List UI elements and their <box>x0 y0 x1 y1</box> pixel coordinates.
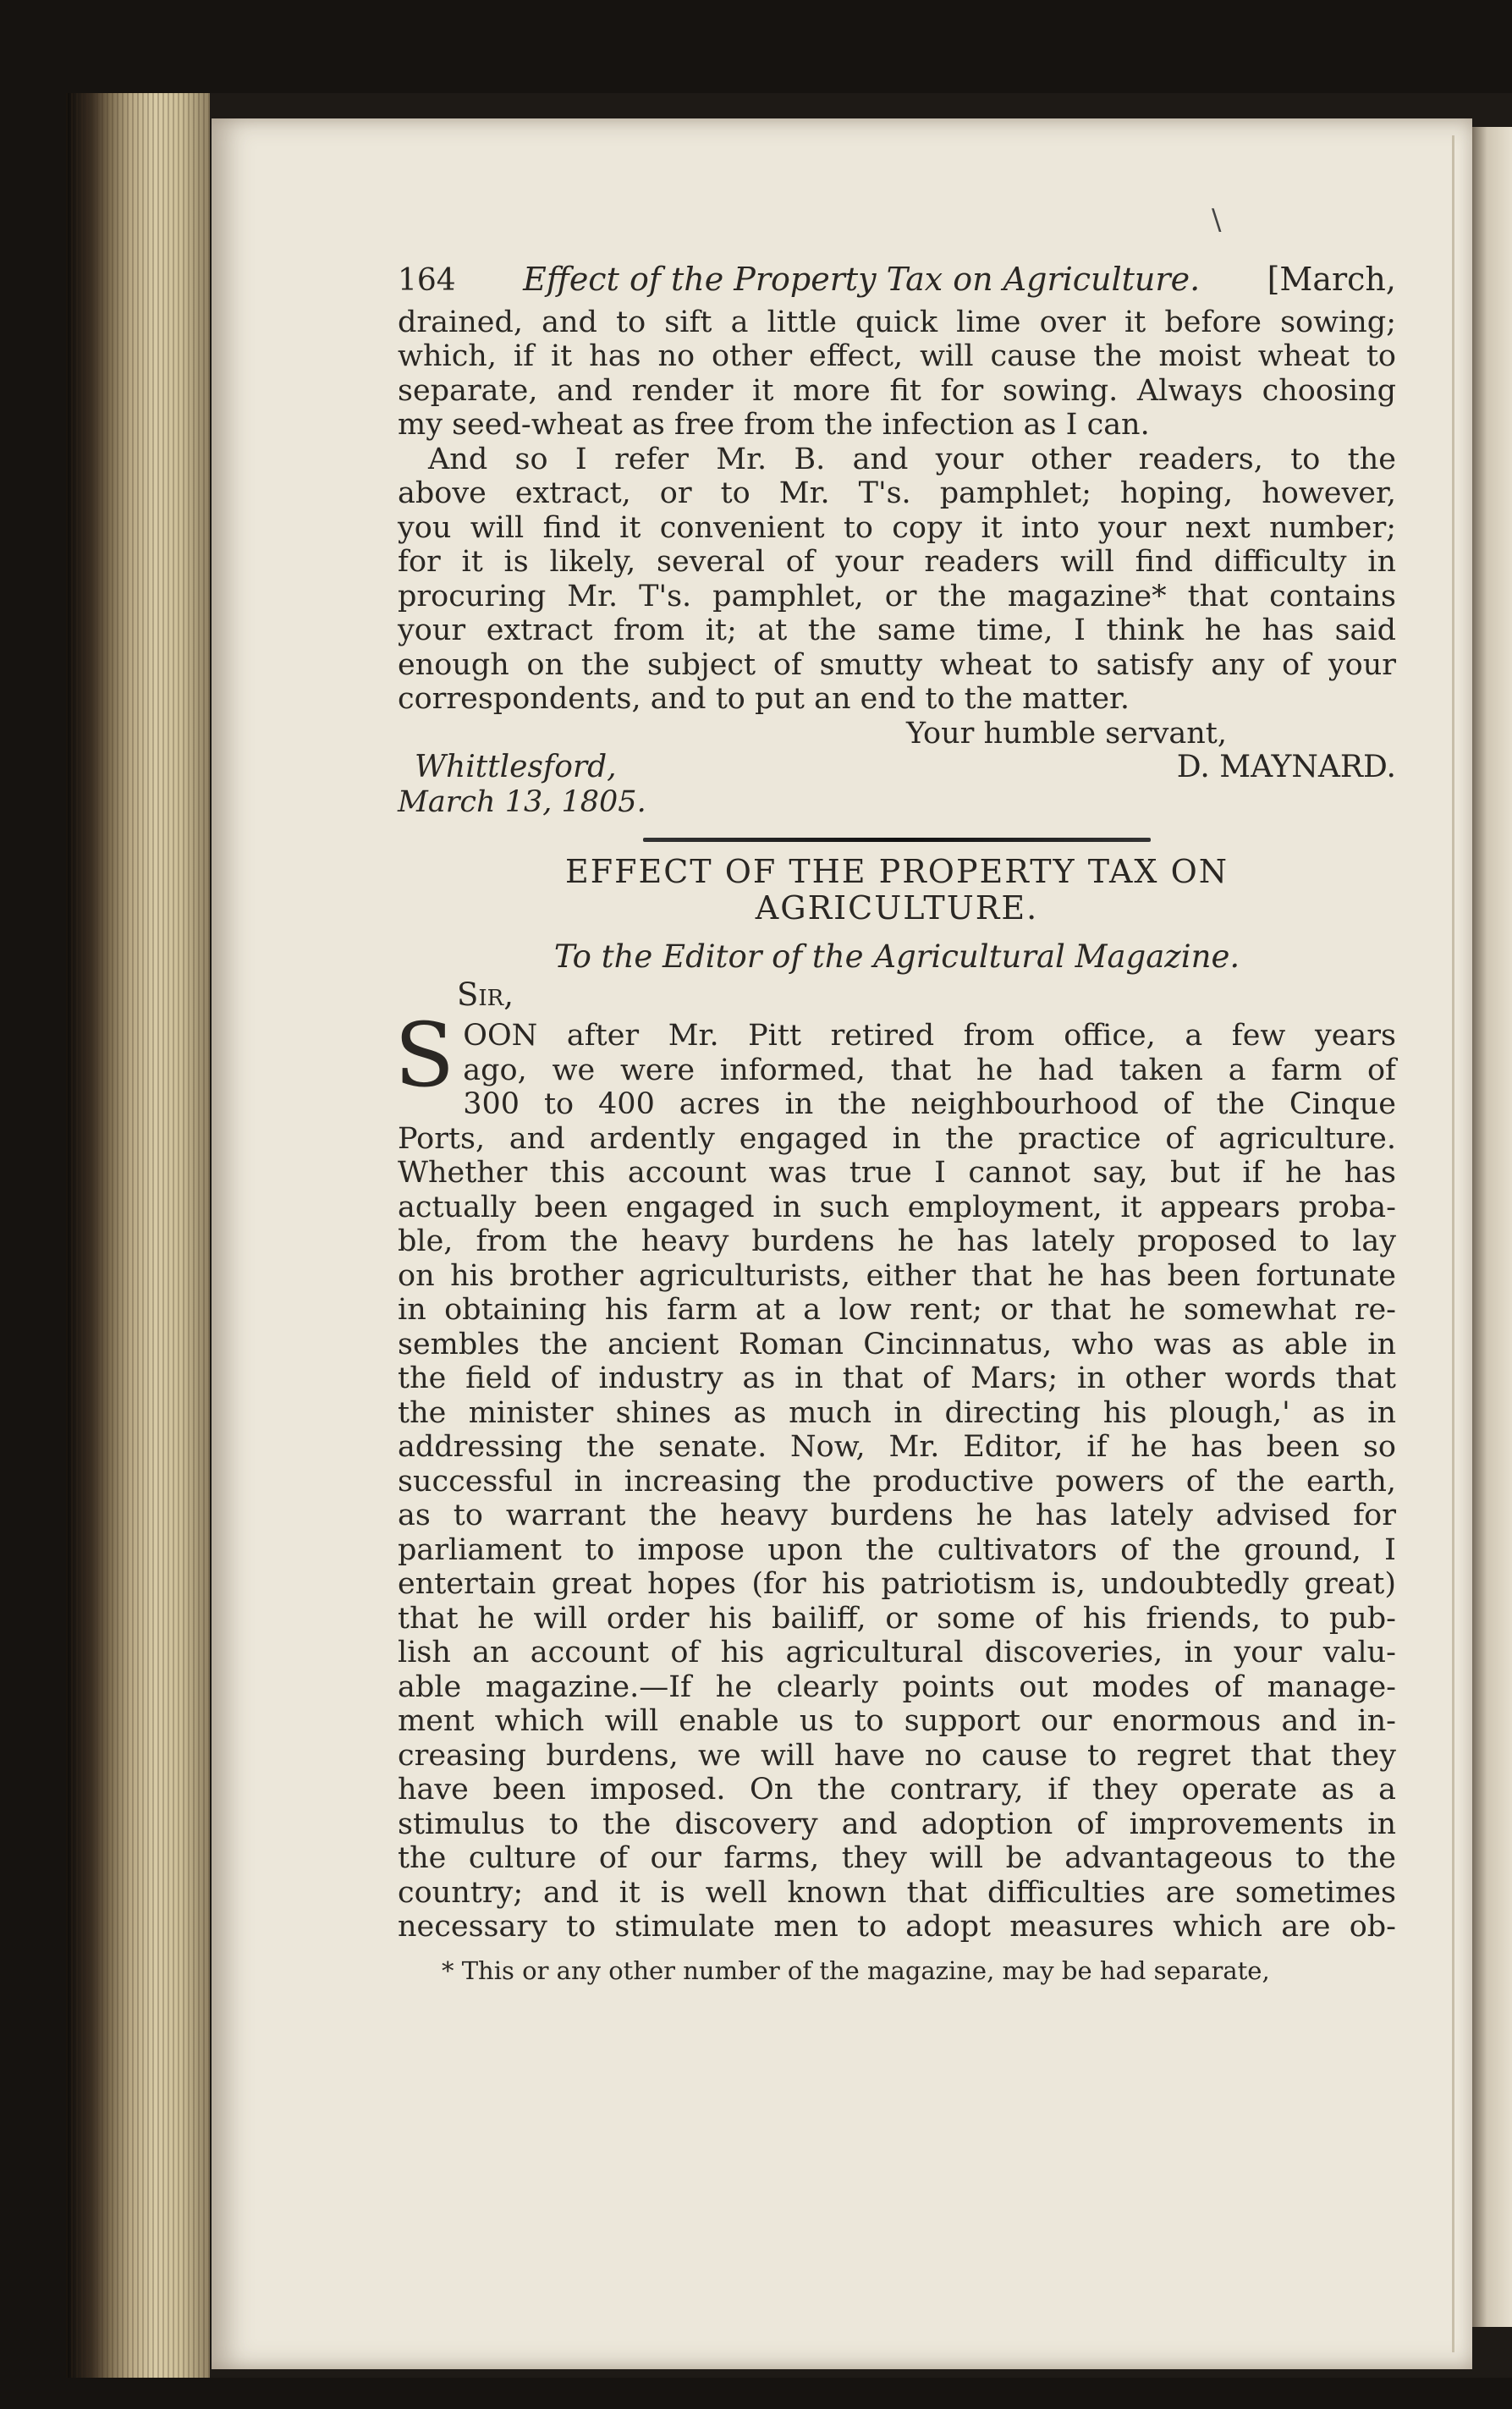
text-line: procuring Mr. T's. pamphlet, or the magazine* that contains <box>398 579 1396 613</box>
salutation: Sir, <box>457 976 514 1013</box>
text-line: for it is likely, several of your readers will find difficulty in <box>398 545 1396 579</box>
closing: Your humble servant, <box>905 716 1227 751</box>
text-line: drained, and to sift a little quick lime over it before sowing; <box>398 305 1396 339</box>
letter-paragraph-2 <box>398 443 1396 717</box>
text-line: necessary to stimulate men to adopt measures which are ob- <box>398 1910 1396 1944</box>
text-line: 300 to 400 acres in the neighbourhood of the Cinque <box>463 1087 1396 1121</box>
text-line: that he will order his bailiff, or some of his friends, to pub- <box>398 1601 1396 1636</box>
text-line: able magazine.—If he clearly points out modes of manage- <box>398 1669 1396 1704</box>
text-line: correspondents, and to put an end to the matter. <box>398 682 1130 716</box>
text-line: addressing the senate. Now, Mr. Editor, if he has been so <box>398 1430 1396 1464</box>
signature-name: D. MAYNARD. <box>1176 750 1396 784</box>
page-number: 164 <box>398 263 456 298</box>
text-line: the field of industry as in that of Mars; in other words that <box>398 1361 1396 1395</box>
text-line: enough on the subject of smutty wheat to satisfy any of your <box>398 647 1396 682</box>
text-line: your extract from it; at the same time, I think he has said <box>398 613 1396 647</box>
gutter-line <box>1452 135 1454 2352</box>
page-edges <box>66 93 210 2378</box>
text-line: which, if it has no other effect, will cause the moist wheat to <box>398 339 1396 373</box>
text-line: sembles the ancient Roman Cincinnatus, who was as able in <box>398 1327 1396 1361</box>
to-editor: To the Editor of the Agricultural Magazine. <box>553 938 1240 975</box>
drop-cap: S <box>394 1004 455 1107</box>
text-line: my seed-wheat as free from the infection as I can. <box>398 408 1150 442</box>
text-line: the minister shines as much in directing his plough,' as in <box>398 1395 1396 1430</box>
section-label: [March, <box>1267 261 1396 298</box>
text-line: as to warrant the heavy burdens he has lately advised for <box>398 1499 1396 1532</box>
running-title: Effect of the Property Tax on Agriculture. <box>523 261 1201 298</box>
text-line: the culture of our farms, they will be advantageous to the <box>398 1841 1396 1875</box>
text-line: stimulus to the discovery and adoption of improvements in <box>398 1807 1396 1841</box>
text-line: successful in increasing the productive powers of the earth, <box>398 1464 1396 1499</box>
page-text <box>394 261 1396 2010</box>
text-line: ment which will enable us to support our enormous and in- <box>398 1704 1396 1738</box>
article-title-line-2: AGRICULTURE. <box>755 889 1039 927</box>
signature-place: Whittlesford, <box>415 750 617 784</box>
text-line: actually been engaged in such employment, it appears proba- <box>398 1190 1396 1224</box>
footnote: * This or any other number of the magazine, may be had separate, <box>442 1955 1270 1985</box>
text-line: ago, we were informed, that he had taken a farm of <box>463 1053 1396 1087</box>
running-header <box>398 262 1396 299</box>
text-line: on his brother agriculturists, either that he has been fortunate <box>398 1258 1396 1293</box>
text-line: Ports, and ardently engaged in the practice of agriculture. <box>398 1121 1396 1156</box>
article-title-line-1: EFFECT OF THE PROPERTY TAX ON <box>565 853 1229 890</box>
text-line: lish an account of his agricultural discoveries, in your valu- <box>398 1636 1396 1669</box>
section-divider <box>643 838 1151 842</box>
text-line: above extract, or to Mr. T's. pamphlet; hoping, however, <box>398 476 1396 510</box>
text-line: in obtaining his farm at a low rent; or that he somewhat re- <box>398 1293 1396 1327</box>
margin-mark: \ <box>1212 203 1222 237</box>
signature-date: March 13, 1805. <box>398 784 646 819</box>
text-line: And so I refer Mr. B. and your other readers, to the <box>428 442 1396 476</box>
text-line: creasing burdens, we will have no cause to regret that they <box>398 1738 1396 1773</box>
text-line: Whether this account was true I cannot say, but if he has <box>398 1156 1396 1190</box>
facing-page-edge <box>1471 127 1512 2327</box>
text-line: parliament to impose upon the cultivators of the ground, I <box>398 1532 1396 1567</box>
text-line: have been imposed. On the contrary, if they operate as a <box>398 1773 1396 1807</box>
text-line: country; and it is well known that difficulties are sometimes <box>398 1875 1396 1910</box>
text-line: entertain great hopes (for his patriotism is, undoubtedly great) <box>398 1567 1396 1601</box>
text-line: OON after Mr. Pitt retired from office, a few years <box>463 1019 1396 1053</box>
text-line: you will find it convenient to copy it into your next number; <box>398 510 1396 545</box>
text-line: separate, and render it more fit for sowing. Always choosing <box>398 373 1396 408</box>
article-body <box>394 1004 1396 1944</box>
signature-row <box>398 751 1396 785</box>
letter-paragraph-1 <box>398 305 1396 443</box>
text-line: ble, from the heavy burdens he has lately proposed to lay <box>398 1224 1396 1258</box>
